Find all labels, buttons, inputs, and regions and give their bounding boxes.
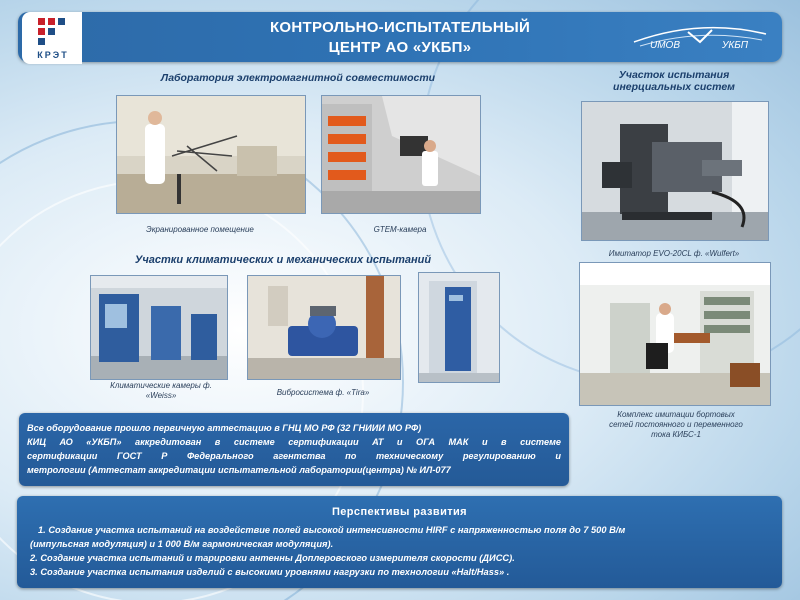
kibs-caption-line3: тока КИБС-1 (651, 430, 701, 439)
climatic-chambers-caption (96, 381, 226, 401)
accreditation-line2: КИЦ АО «УКБП» аккредитован в системе сертификации АТ и ОГА МАК и в системе (27, 437, 561, 447)
climatic-caption-line1: Климатические камеры ф. (110, 381, 212, 390)
accreditation-line3: сертификации ГОСТ Р Федерального агентства по техническому регулированию и (27, 451, 561, 461)
kibs-caption-line1: Комплекс имитации бортовых (617, 410, 735, 419)
kibs-complex-photo (579, 262, 771, 406)
evo-simulator-caption: Имитатор EVO-20CL ф. «Wulfert» (608, 249, 740, 258)
inertial-section-title (578, 69, 770, 93)
climatic-section-title: Участки климатических и механических испытаний (134, 254, 432, 266)
kibs-complex-caption (581, 410, 771, 440)
accreditation-box (19, 413, 569, 486)
page-title-line2: ЦЕНТР АО «УКБП» (328, 39, 472, 56)
inertial-title-line2: инерциальных систем (613, 81, 735, 93)
emc-lab-title: Лаборатория электромагнитной совместимости (160, 72, 436, 84)
inertial-title-line1: Участок испытания (618, 69, 730, 81)
perspectives-list (30, 523, 772, 579)
perspectives-item1-line2: (импульсная модуляция) и 1 000 В/м гармоническая модуляция). (30, 539, 334, 549)
svg-text:UMOB: UMOB (650, 40, 680, 51)
ukbp-logo-text: УКБП (722, 40, 749, 51)
perspectives-item1-line1: 1. Создание участка испытаний на воздействие полей высокой интенсивности HIRF с напряженностью поля до 7 500 В/м (38, 525, 626, 535)
gtem-caption: GTEM-камера (373, 225, 427, 234)
page-title-line1: КОНТРОЛЬНО-ИСПЫТАТЕЛЬНЫЙ (269, 19, 531, 36)
perspectives-box (17, 496, 782, 588)
kret-logo-text: КРЭТ (37, 50, 69, 60)
perspectives-item2: 2. Создание участка испытаний и тарировки антенны Доплеровского измерителя скорости (ДИСС). (30, 553, 515, 563)
evo-simulator-photo (581, 101, 769, 241)
climatic-chambers-photo (90, 275, 228, 380)
perspectives-item3: 3. Создание участка испытания изделий с высокими уровнями нагрузки по технологии «Halt/Hass» . (30, 567, 510, 577)
gtem-photo (321, 95, 481, 214)
shielded-room-caption: Экранированное помещение (146, 225, 254, 234)
shielded-room-photo (116, 95, 306, 214)
ukbp-logo (630, 24, 770, 52)
accreditation-line4: метрологии (Аттестат аккредитации испытательной лаборатории(центра) № ИЛ-077 (27, 465, 451, 475)
equipment-rack-photo (418, 272, 500, 383)
page-title (200, 18, 600, 58)
kibs-caption-line2: сетей постоянного и переменного (609, 420, 743, 429)
climatic-caption-line2: «Weiss» (145, 391, 177, 400)
vibration-system-caption: Вибросистема ф. «Tira» (276, 388, 370, 397)
ukbp-logo-icon (630, 24, 770, 52)
vibration-system-photo (247, 275, 401, 380)
perspectives-title: Перспективы развития (331, 506, 468, 518)
accreditation-line1: Все оборудование прошло первичную аттестацию в ГНЦ МО РФ (32 ГНИИИ МО РФ) (27, 423, 422, 433)
